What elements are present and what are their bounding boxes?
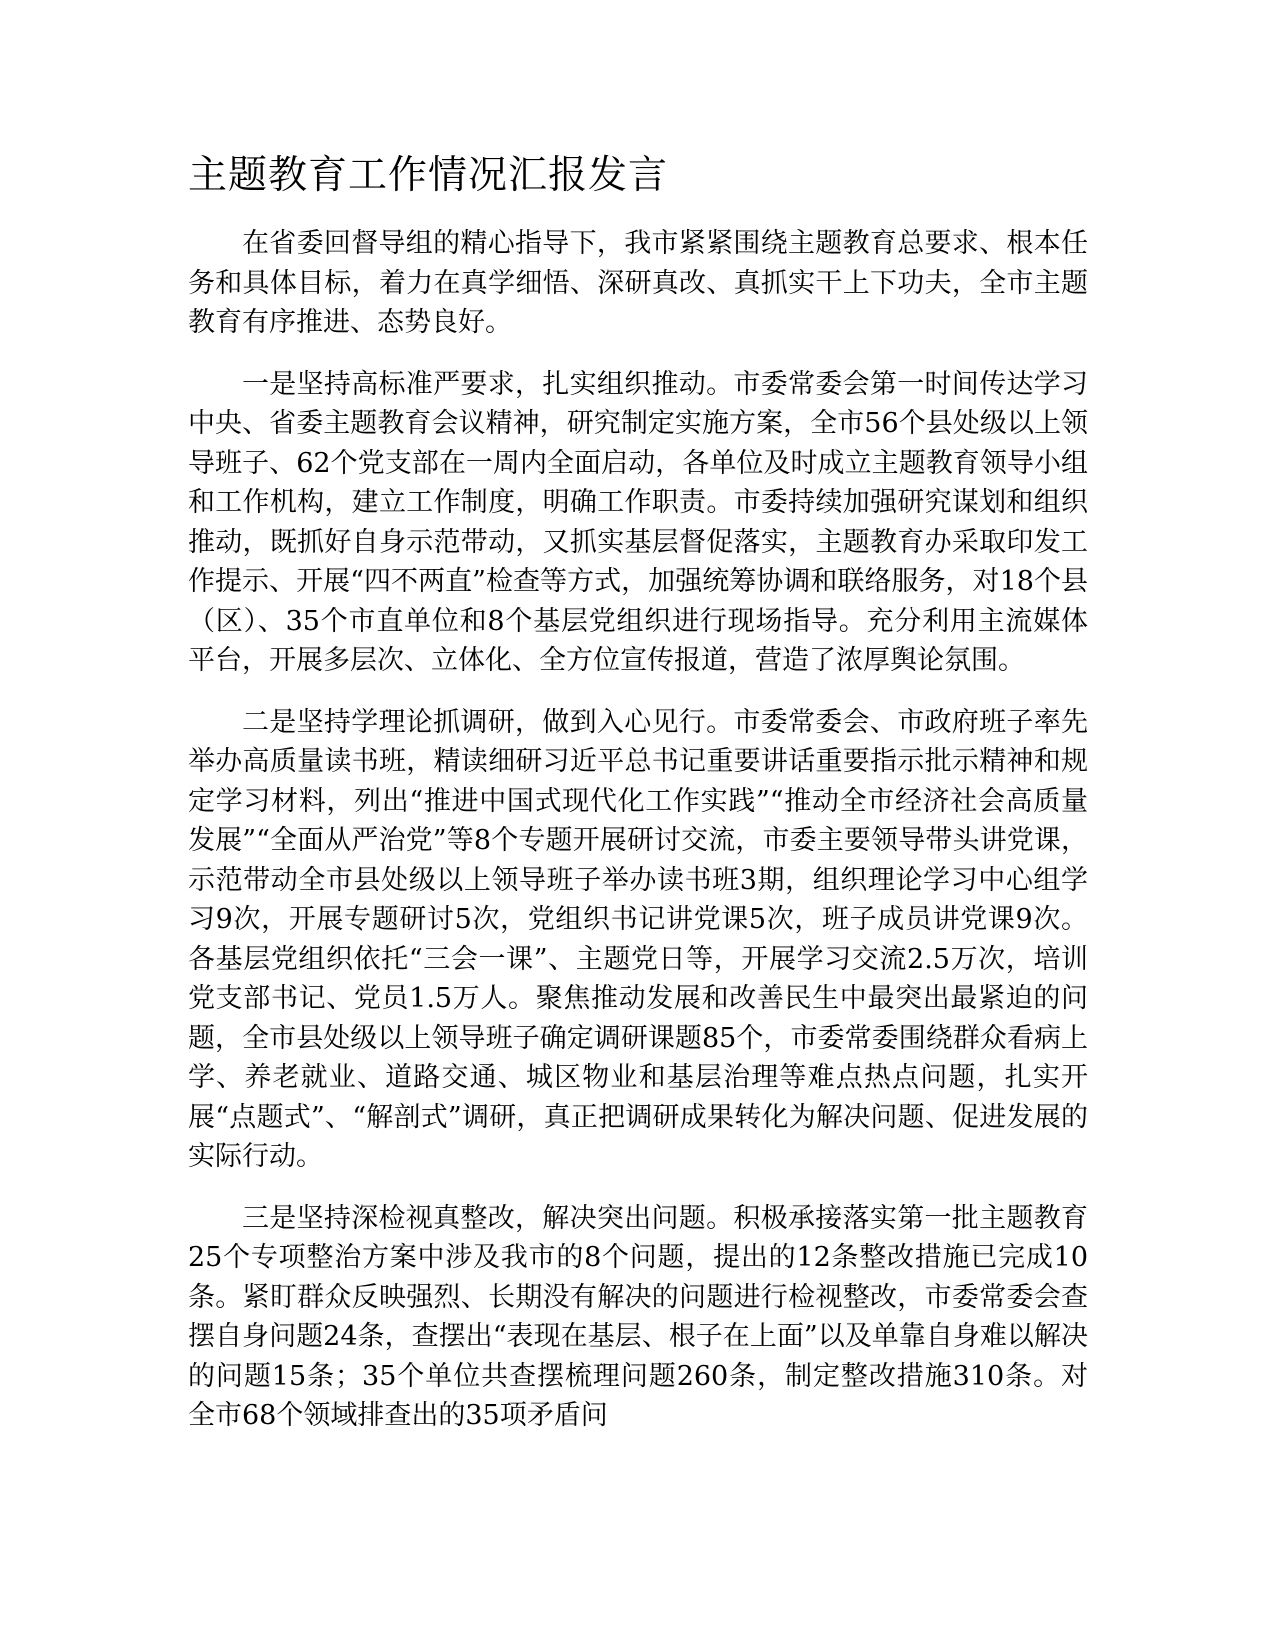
paragraph-intro: 在省委回督导组的精心指导下，我市紧紧围绕主题教育总要求、根本任务和具体目标，着力在真学细悟、深研真改、真抓实干上下功夫，全市主题教育有序推进、态势良好。: [188, 228, 1088, 338]
paragraph-theory-research: 二是坚持学理论抓调研，做到入心见行。市委常委会、市政府班子率先举办高质量读书班，精读细研习近平总书记重要讲话重要指示批示精神和规定学习材料，列出“推进中国式现代化工作实践”“推动全市经济社会高质量发展”“全面从严治党”等8个专题开展研讨交流，市委主要领导带头讲党课，示范带动全市县处级以上领导班子举办读书班3期，组织理论学习中心组学习9次，开展专题研讨5次，党组织书记讲党课5次，班子成员讲党课9次。各基层党组织依托“三会一课”、主题党日等，开展学习交流2.5万次，培训党支部书记、党员1.5万人。聚焦推动发展和改善民生中最突出最紧迫的问题，全市县处级以上领导班子确定调研课题85个，市委常委围绕群众看病上学、养老就业、道路交通、城区物业和基层治理等难点热点问题，扎实开展“点题式”、“解剖式”调研，真正把调研成果转化为解决问题、促进发展的实际行动。: [188, 706, 1088, 1172]
document-body: [188, 150, 1088, 1458]
paragraph-rectification: 三是坚持深检视真整改，解决突出问题。积极承接落实第一批主题教育25个专项整治方案中涉及我市的8个问题，提出的12条整改措施已完成10条。紧盯群众反映强烈、长期没有解决的问题进行检视整改，市委常委会查摆自身问题24条，查摆出“表现在基层、根子在上面”以及单靠自身难以解决的问题15条；35个单位共查摆梳理问题260条，制定整改措施310条。对全市68个领域排查出的35项矛盾问: [188, 1202, 1088, 1431]
document-title: 主题教育工作情况汇报发言: [188, 153, 669, 198]
paragraph-organization: 一是坚持高标准严要求，扎实组织推动。市委常委会第一时间传达学习中央、省委主题教育会议精神，研究制定实施方案，全市56个县处级以上领导班子、62个党支部在一周内全面启动，各单位及时成立主题教育领导小组和工作机构，建立工作制度，明确工作职责。市委持续加强研究谋划和组织推动，既抓好自身示范带动，又抓实基层督促落实，主题教育办采取印发工作提示、开展“四不两直”检查等方式，加强统筹协调和联络服务，对18个县（区）、35个市直单位和8个基层党组织进行现场指导。充分利用主流媒体平台，开展多层次、立体化、全方位宣传报道，营造了浓厚舆论氛围。: [188, 368, 1088, 676]
